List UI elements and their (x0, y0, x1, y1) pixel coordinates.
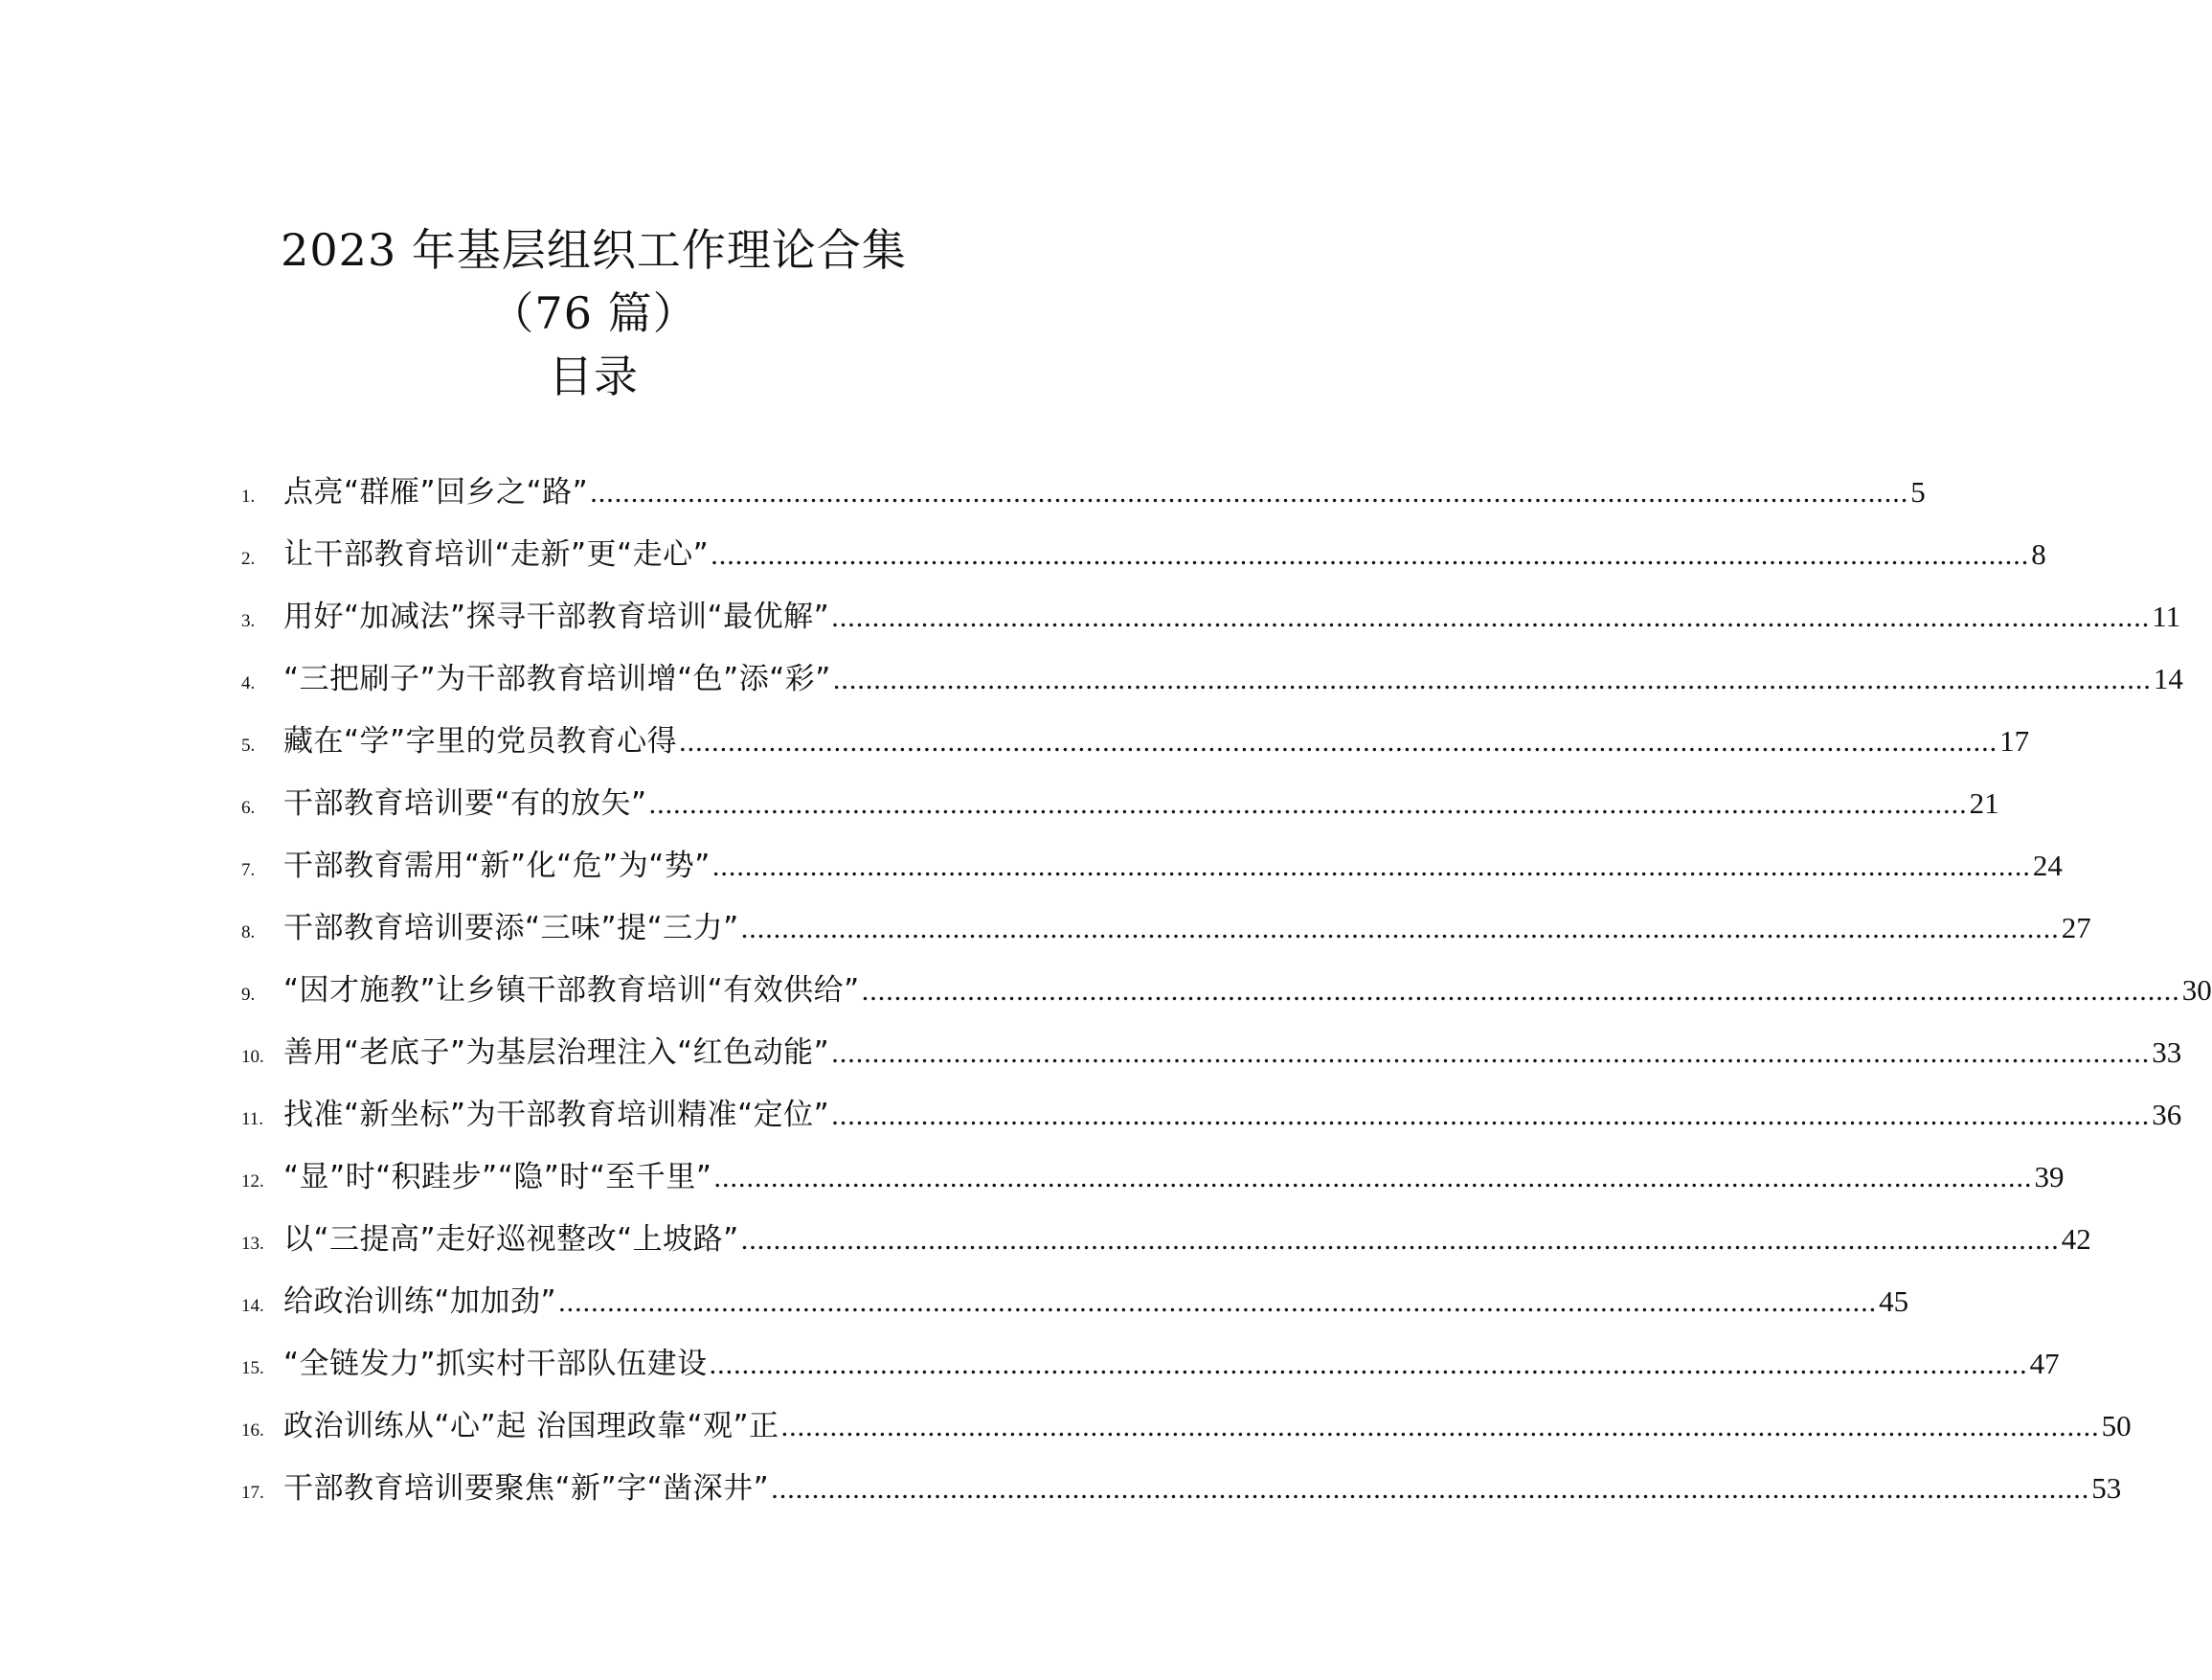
toc-entry-3[interactable] (241, 592, 2181, 654)
toc-entry-title: “因才施教”让乡镇干部教育培训“有效供给” (283, 973, 860, 1008)
document-subtitle-count: （76 篇） (489, 287, 698, 339)
toc-entry-number: 7. (241, 860, 256, 880)
toc-entry-title: 干部教育培训要聚焦“新”字“凿深井” (283, 1471, 770, 1506)
toc-entry-number: 15. (241, 1358, 264, 1378)
toc-entry-title: 干部教育培训要添“三味”提“三力” (283, 911, 739, 945)
toc-leader-dots (741, 913, 2060, 945)
document-title: 2023 年基层组织工作理论合集 (281, 224, 907, 276)
toc-entry-title: “显”时“积跬步”“隐”时“至千里” (283, 1160, 712, 1194)
toc-entry-page: 21 (1969, 786, 1999, 820)
toc-entry-9[interactable] (241, 965, 2212, 1028)
toc-leader-dots (558, 1286, 1877, 1319)
toc-leader-dots (862, 975, 2180, 1008)
toc-entry-page: 30 (2181, 973, 2212, 1007)
toc-entry-4[interactable] (241, 654, 2183, 716)
toc-entry-2[interactable] (241, 530, 2046, 592)
toc-entry-page: 14 (2153, 662, 2183, 695)
toc-entry-14[interactable] (241, 1277, 1909, 1339)
toc-entry-title: 找准“新坐标”为干部教育培训精准“定位” (283, 1098, 830, 1132)
toc-entry-12[interactable] (241, 1152, 2065, 1215)
toc-entry-page: 39 (2034, 1160, 2065, 1193)
toc-leader-dots (649, 788, 1968, 821)
toc-entry-5[interactable] (241, 716, 2030, 779)
toc-entry-number: 9. (241, 985, 256, 1005)
toc-entry-page: 8 (2031, 537, 2046, 571)
toc-entry-page: 47 (2029, 1347, 2060, 1380)
toc-leader-dots (831, 1100, 2150, 1132)
toc-entry-number: 11. (241, 1109, 264, 1129)
toc-entry-number: 1. (241, 487, 256, 507)
toc-entry-15[interactable] (241, 1339, 2060, 1401)
document-title-block (0, 218, 1187, 408)
toc-entry-title: 藏在“学”字里的党员教育心得 (283, 724, 678, 759)
toc-entry-6[interactable] (241, 779, 1999, 841)
toc-entry-page: 50 (2101, 1409, 2132, 1442)
toc-leader-dots (831, 1037, 2150, 1070)
toc-entry-page: 27 (2061, 911, 2091, 944)
toc-entry-page: 5 (1910, 475, 1926, 509)
toc-entry-16[interactable] (241, 1401, 2132, 1464)
toc-entry-number: 2. (241, 549, 256, 569)
toc-entry-number: 10. (241, 1047, 264, 1067)
toc-entry-title: 干部教育需用“新”化“危”为“势” (283, 849, 711, 883)
toc-entry-page: 45 (1879, 1284, 1909, 1318)
table-of-contents (241, 467, 2212, 1526)
toc-entry-title: 善用“老底子”为基层治理注入“红色动能” (283, 1035, 830, 1070)
toc-entry-11[interactable] (241, 1090, 2182, 1152)
toc-entry-number: 8. (241, 922, 256, 942)
toc-entry-page: 33 (2152, 1035, 2182, 1069)
toc-leader-dots (771, 1473, 2089, 1506)
toc-entry-page: 53 (2091, 1471, 2122, 1505)
toc-entry-number: 5. (241, 736, 256, 756)
toc-entry-title: 政治训练从“心”起 治国理政靠“观”正 (283, 1409, 779, 1443)
toc-entry-title: 干部教育培训要“有的放矢” (283, 786, 647, 821)
toc-leader-dots (679, 726, 1998, 759)
toc-entry-page: 36 (2152, 1098, 2182, 1131)
toc-entry-number: 6. (241, 798, 256, 818)
toc-entry-title: 以“三提高”走好巡视整改“上坡路” (283, 1222, 739, 1257)
toc-leader-dots (710, 1349, 2028, 1381)
toc-entry-title: 给政治训练“加加劲” (283, 1284, 557, 1319)
toc-leader-dots (741, 1224, 2060, 1257)
toc-entry-page: 42 (2061, 1222, 2091, 1256)
toc-entry-17[interactable] (241, 1464, 2122, 1526)
toc-entry-number: 12. (241, 1171, 264, 1192)
toc-entry-1[interactable] (241, 467, 1926, 530)
toc-entry-7[interactable] (241, 841, 2063, 903)
toc-leader-dots (590, 477, 1908, 510)
toc-entry-title: 让干部教育培训“走新”更“走心” (283, 537, 710, 572)
toc-entry-10[interactable] (241, 1028, 2182, 1090)
toc-leader-dots (713, 1162, 2032, 1194)
toc-leader-dots (781, 1411, 2100, 1443)
toc-leader-dots (712, 851, 2031, 883)
toc-leader-dots (831, 602, 2150, 634)
toc-entry-title: 用好“加减法”探寻干部教育培训“最优解” (283, 600, 830, 634)
toc-entry-number: 13. (241, 1234, 264, 1254)
toc-leader-dots (833, 664, 2152, 696)
toc-entry-number: 17. (241, 1483, 264, 1503)
toc-entry-page: 24 (2032, 849, 2063, 882)
toc-entry-8[interactable] (241, 903, 2091, 965)
toc-entry-number: 16. (241, 1420, 264, 1441)
toc-heading: 目录 (549, 351, 639, 402)
toc-entry-title: 点亮“群雁”回乡之“路” (283, 475, 589, 510)
toc-entry-13[interactable] (241, 1215, 2091, 1277)
toc-entry-page: 17 (1999, 724, 2030, 758)
toc-entry-title: “三把刷子”为干部教育培训增“色”添“彩” (283, 662, 831, 696)
toc-leader-dots (711, 539, 2029, 572)
toc-entry-title: “全链发力”抓实村干部队伍建设 (283, 1347, 708, 1381)
toc-entry-number: 14. (241, 1296, 264, 1316)
toc-entry-page: 11 (2152, 600, 2181, 633)
toc-entry-number: 4. (241, 673, 256, 693)
toc-entry-number: 3. (241, 611, 256, 631)
